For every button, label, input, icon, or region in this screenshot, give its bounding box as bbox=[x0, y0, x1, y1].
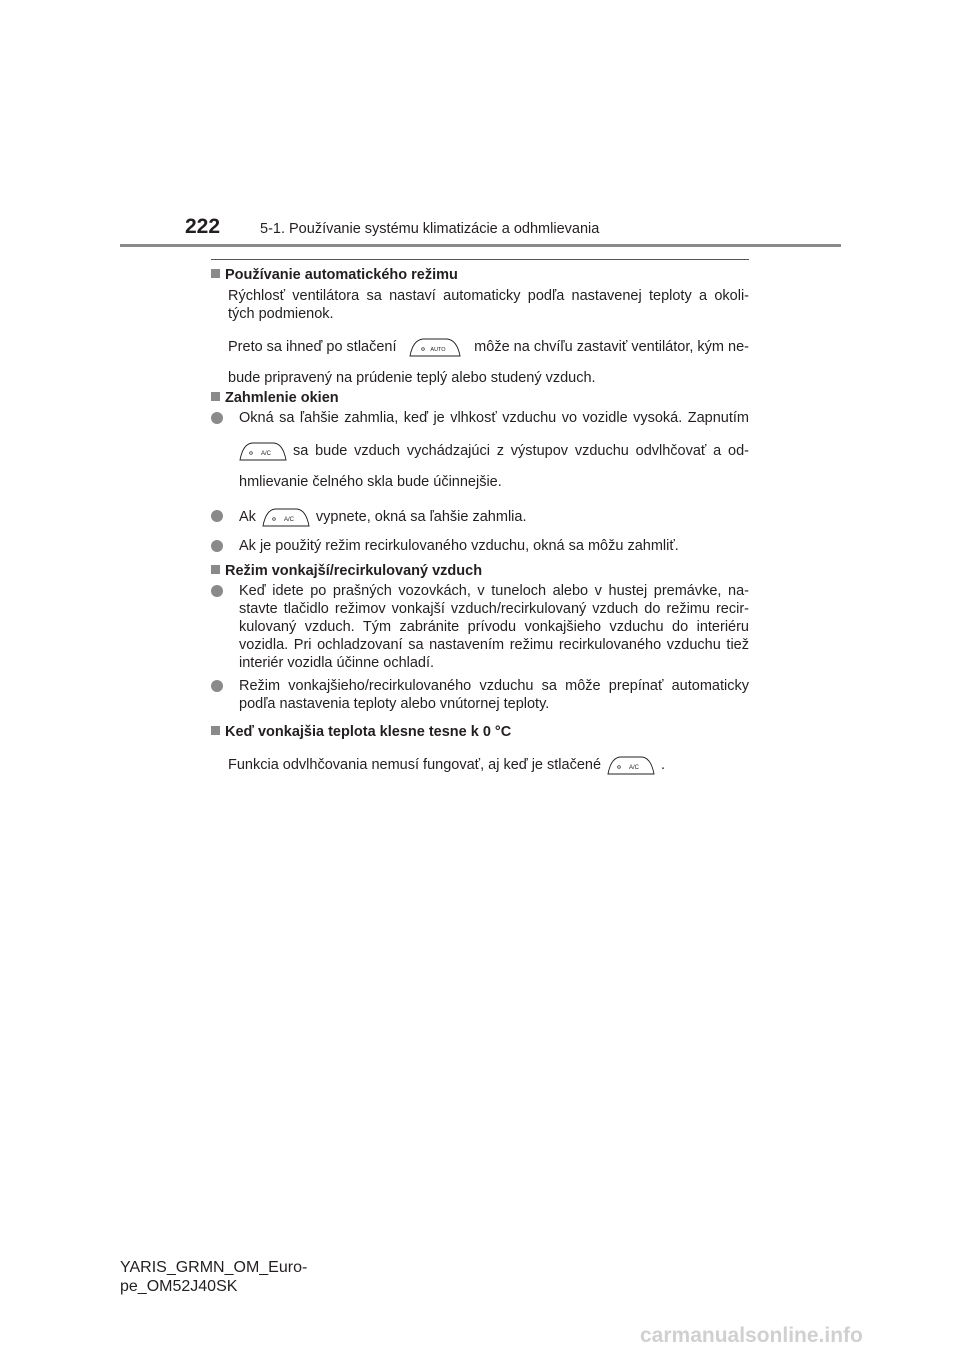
square-bullet-icon bbox=[211, 269, 220, 278]
ac-button-label: A/C bbox=[283, 517, 294, 523]
text-fragment: Preto sa ihneď po stlačení bbox=[228, 339, 397, 355]
text-line: stavte tlačidlo režimov vonkajší vzduch/recirkulovaný vzduch do režimu recir- bbox=[239, 601, 749, 617]
recirc-bullet-1 bbox=[211, 582, 749, 674]
page-number: 222 bbox=[185, 215, 221, 238]
heading-text: Používanie automatického režimu bbox=[225, 267, 458, 283]
square-bullet-icon bbox=[211, 565, 220, 574]
text-line bbox=[228, 337, 749, 357]
text-line: vozidla. Pri ochladzovaní sa nastavením režimu recirkulovaného vzduchu tiež bbox=[239, 637, 749, 653]
bullet-text bbox=[239, 409, 749, 491]
text-line: hmlievanie čelného skla bude účinnejšie. bbox=[239, 474, 502, 490]
text-fragment: sa bude vzduch vychádzajúci z výstupov vzduchu odvlhčovať a od- bbox=[293, 443, 749, 459]
text-line: Ak je použitý režim recirkulovaného vzduchu, okná sa môžu zahmliť. bbox=[239, 538, 679, 554]
text-line: Keď idete po prašných vozovkách, v tuneloch alebo v hustej premávke, na- bbox=[239, 583, 749, 599]
round-bullet-icon bbox=[211, 585, 223, 597]
ac-button-label: A/C bbox=[629, 765, 640, 771]
text-line bbox=[239, 441, 749, 461]
heading-text: Režim vonkajší/recirkulovaný vzduch bbox=[225, 563, 483, 579]
auto-mode-paragraph-2 bbox=[228, 337, 749, 387]
section-title: 5-1. Používanie systému klimatizácie a odhmlievania bbox=[260, 221, 600, 237]
text-fragment: vypnete, okná sa ľahšie zahmlia. bbox=[315, 509, 527, 525]
watermark: carmanualsonline.info bbox=[640, 1324, 863, 1347]
heading-text: Keď vonkajšia teplota klesne tesne k 0 °C bbox=[225, 724, 512, 740]
auto-button-shape bbox=[409, 337, 461, 357]
ac-button-icon bbox=[262, 507, 310, 527]
fogging-bullet-2 bbox=[211, 507, 749, 527]
content-rule bbox=[211, 259, 749, 260]
ac-button-label: A/C bbox=[260, 451, 272, 457]
footer-doc-id bbox=[120, 1258, 307, 1296]
auto-button-label: AUTO bbox=[430, 347, 446, 353]
auto-mode-paragraph-1 bbox=[228, 287, 749, 323]
heading-text: Zahmlenie okien bbox=[225, 390, 339, 406]
bullet-text bbox=[239, 507, 749, 527]
bullet-text bbox=[239, 582, 749, 672]
cold-paragraph bbox=[228, 755, 749, 775]
text-line: kulovaný vzduch. Tým zabránite prívodu vonkajšieho vzduchu do interiéru bbox=[239, 619, 749, 635]
text-line: podľa nastavenia teploty alebo vnútornej teploty. bbox=[239, 696, 550, 712]
round-bullet-icon bbox=[211, 510, 223, 522]
round-bullet-icon bbox=[211, 540, 223, 552]
footer-line: YARIS_GRMN_OM_Euro- bbox=[120, 1259, 308, 1276]
fogging-bullet-3 bbox=[211, 537, 749, 557]
fogging-bullet-1 bbox=[211, 409, 749, 489]
ac-button-shape bbox=[262, 507, 310, 527]
text-line: Režim vonkajšieho/recirkulovaného vzduchu sa môže prepínať automaticky bbox=[239, 678, 749, 694]
text-line bbox=[228, 755, 749, 775]
text-fragment: . bbox=[661, 757, 666, 773]
bullet-text bbox=[239, 677, 749, 713]
square-bullet-icon bbox=[211, 726, 220, 735]
ac-button-icon bbox=[239, 441, 287, 461]
footer-line: pe_OM52J40SK bbox=[120, 1278, 238, 1295]
ac-button-shape bbox=[607, 755, 655, 775]
bullet-text bbox=[239, 537, 749, 555]
heading-fogging bbox=[211, 389, 339, 407]
auto-button-icon bbox=[409, 337, 461, 357]
heading-auto-mode bbox=[211, 266, 458, 284]
ac-button-shape bbox=[239, 441, 287, 461]
text-fragment: Funkcia odvlhčovania nemusí fungovať, aj keď je stlačené bbox=[228, 757, 602, 773]
text-line: Rýchlosť ventilátora sa nastaví automaticky podľa nastavenej teploty a okoli- bbox=[228, 288, 749, 304]
round-bullet-icon bbox=[211, 680, 223, 692]
ac-button-icon bbox=[607, 755, 655, 775]
text-fragment: môže na chvíľu zastaviť ventilátor, kým ne- bbox=[474, 339, 749, 355]
text-line: interiér vozidla účinne ochladí. bbox=[239, 655, 435, 671]
round-bullet-icon bbox=[211, 412, 223, 424]
square-bullet-icon bbox=[211, 392, 220, 401]
text-line: Okná sa ľahšie zahmlia, keď je vlhkosť vzduchu vo vozidle vysoká. Zapnutím bbox=[239, 410, 749, 426]
text-line: tých podmienok. bbox=[228, 306, 334, 322]
heading-cold bbox=[211, 723, 511, 741]
text-fragment: Ak bbox=[239, 509, 256, 525]
header-rule bbox=[120, 244, 841, 247]
text-line: bude pripravený na prúdenie teplý alebo studený vzduch. bbox=[228, 370, 596, 386]
recirc-bullet-2 bbox=[211, 677, 749, 715]
heading-recirc bbox=[211, 562, 482, 580]
